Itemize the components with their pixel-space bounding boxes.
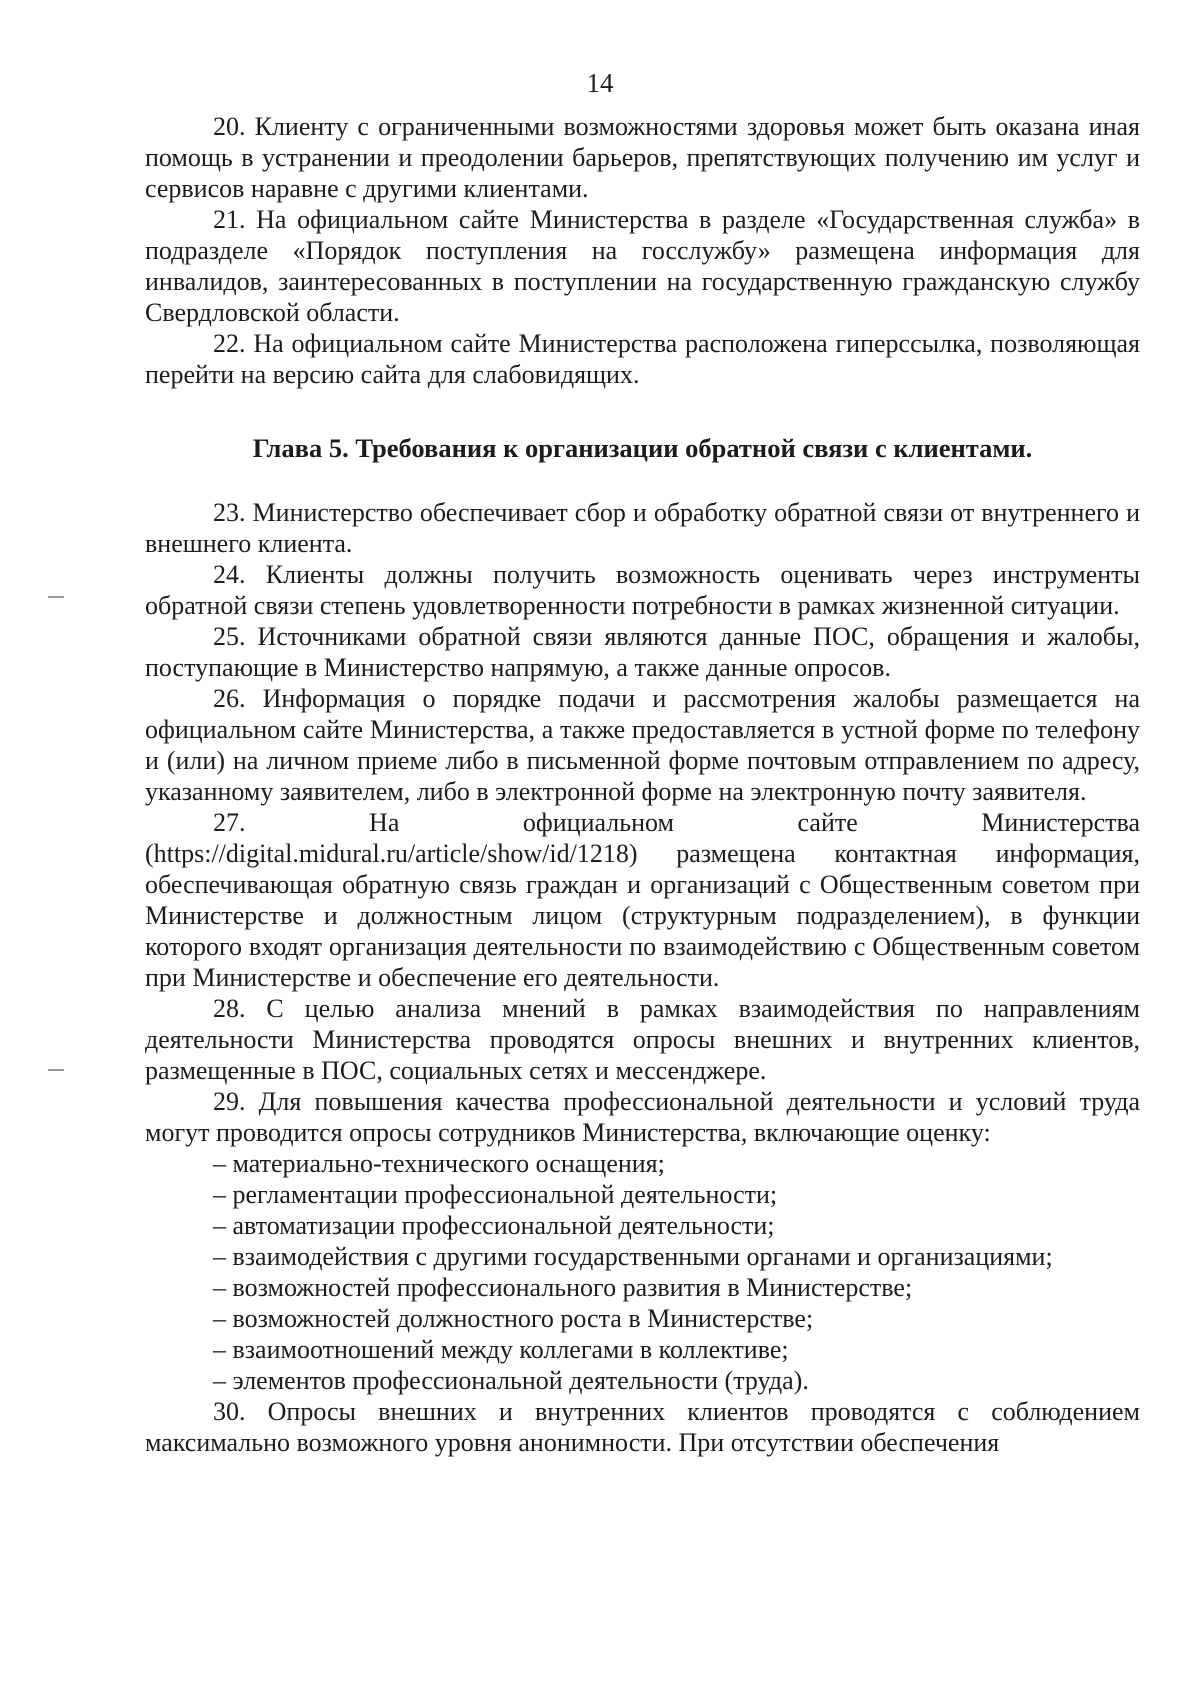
paragraph-21: 21. На официальном сайте Министерства в разделе «Государственная служба» в подразделе «Порядок поступления на госслужбу» размещена информация для инвалидов, заинтересованных в поступлении на государственную гражданскую службу Свердловской области. [145, 205, 1140, 327]
section-feedback [145, 497, 1140, 1458]
paragraph-25: 25. Источниками обратной связи являются данные ПОС, обращения и жалобы, поступающие в Министерство напрямую, а также данные опросов. [145, 622, 1140, 682]
chapter-title: Глава 5. Требования к организации обратной связи с клиентами. [252, 433, 1033, 463]
paragraph-29: 29. Для повышения качества профессиональной деятельности и условий труда могут проводится опросы сотрудников Министерства, включающие оценку: [145, 1087, 1140, 1147]
assessment-list [145, 1148, 1140, 1396]
list-item: – автоматизации профессиональной деятельности; [213, 1211, 775, 1240]
paragraph-23: 23. Министерство обеспечивает сбор и обработку обратной связи от внутреннего и внешнего клиента. [145, 498, 1140, 558]
paragraph-22: 22. На официальном сайте Министерства расположена гиперссылка, позволяющая перейти на версию сайта для слабовидящих. [145, 329, 1140, 389]
paragraph-20: 20. Клиенту с ограниченными возможностями здоровья может быть оказана иная помощь в устранении и преодолении барьеров, препятствующих получению им услуг и сервисов наравне с другими клиентами. [145, 112, 1140, 203]
scan-mark [48, 596, 64, 598]
section-accessibility [145, 111, 1140, 390]
paragraph-24: 24. Клиенты должны получить возможность оценивать через инструменты обратной связи степень удовлетворенности потребности в рамках жизненной ситуации. [145, 560, 1140, 620]
paragraph-26: 26. Информация о порядке подачи и рассмотрения жалобы размещается на официальном сайте Министерства, а также предоставляется в устной форме по телефону и (или) на личном приеме либо в письменной форме почтовым отправлением по адресу, указанному заявителем, либо в электронной форме на электронную почту заявителя. [145, 684, 1140, 806]
list-item: – взаимоотношений между коллегами в коллективе; [213, 1335, 789, 1364]
list-item: – взаимодействия с другими государственными органами и организациями; [213, 1242, 1053, 1271]
paragraph-28: 28. С целью анализа мнений в рамках взаимодействия по направлениям деятельности Министерства проводятся опросы внешних и внутренних клиентов, размещенные в ПОС, социальных сетях и мессенджере. [145, 994, 1140, 1085]
list-item: – элементов профессиональной деятельности (труда). [213, 1366, 809, 1395]
paragraph-27: 27. На официальном сайте Министерства (https://digital.midural.ru/article/show/id/1218) размещена контактная информация, обеспечивающая обратную связь граждан и организаций с Общественным советом при Министерстве и должностным лицом (структурным подразделением), в функции которого входят организация деятельности по взаимодействию с Общественным советом при Министерстве и обеспечение его деятельности. [145, 808, 1140, 992]
page-number: 14 [586, 68, 614, 98]
list-item: – возможностей должностного роста в Министерстве; [213, 1304, 814, 1333]
paragraph-30: 30. Опросы внешних и внутренних клиентов проводятся с соблюдением максимально возможного уровня анонимности. При отсутствии обеспечения [145, 1397, 1140, 1457]
list-item: – регламентации профессиональной деятельности; [213, 1180, 778, 1209]
list-item: – возможностей профессионального развития в Министерстве; [213, 1273, 913, 1302]
list-item: – материально-технического оснащения; [213, 1149, 665, 1178]
scan-mark [48, 1069, 64, 1071]
